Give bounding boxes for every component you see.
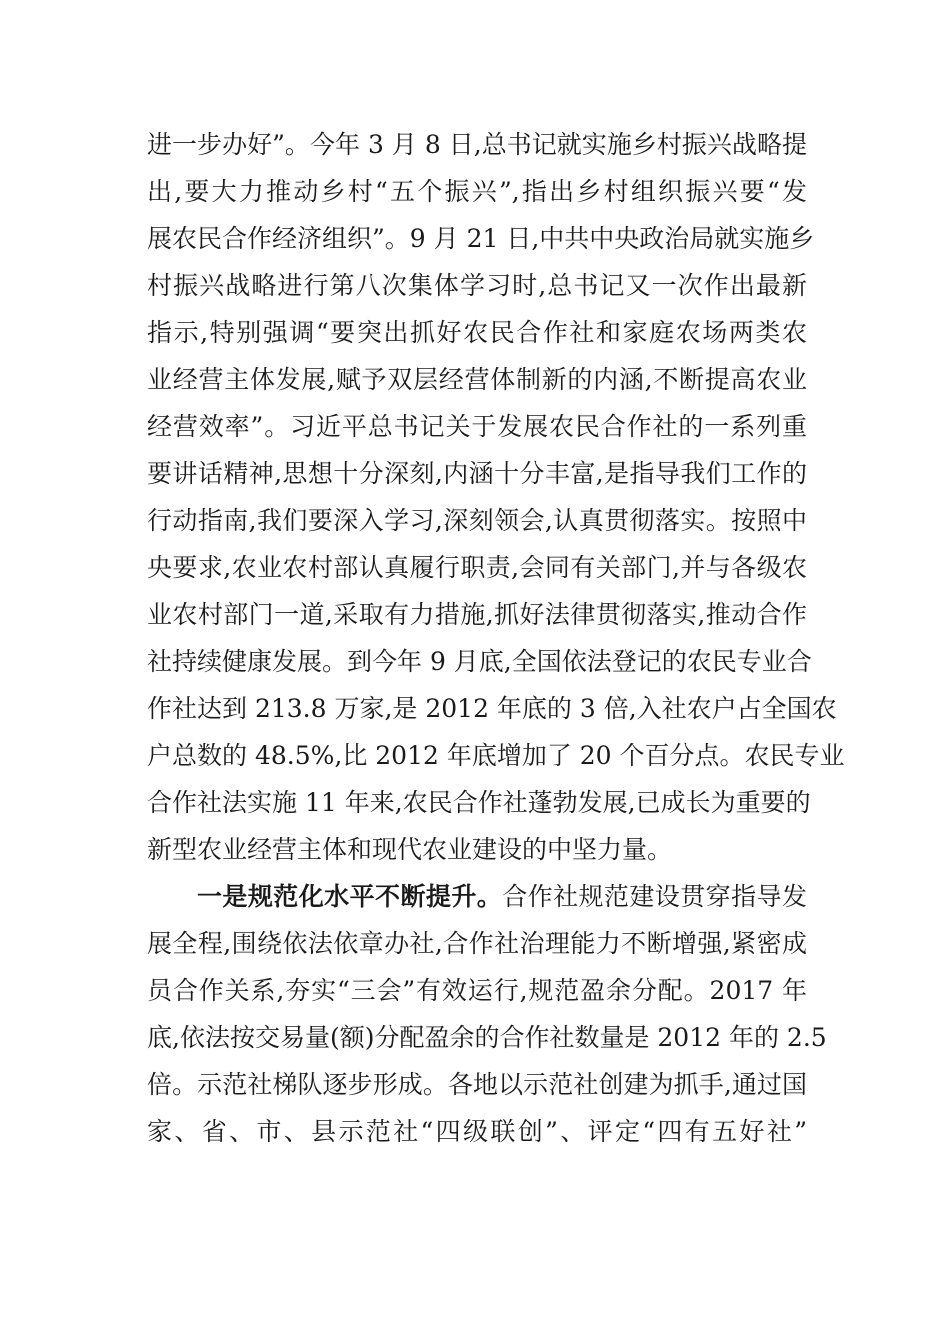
paragraph-line: 行动指南,我们要深入学习,深刻领会,认真贯彻落实。按照中 <box>147 506 807 535</box>
paragraph-line: 要讲话精神,思想十分深刻,内涵十分丰富,是指导我们工作的 <box>147 459 807 488</box>
paragraph-line: 业经营主体发展,赋予双层经营体制新的内涵,不断提高农业 <box>147 365 807 394</box>
paragraph-line: 进一步办好”。今年 3 月 8 日,总书记就实施乡村振兴战略提 <box>147 130 807 159</box>
paragraph-line: 经营效率”。习近平总书记关于发展农民合作社的一系列重 <box>147 412 807 441</box>
paragraph-line: 合作社法实施 11 年来,农民合作社蓬勃发展,已成长为重要的 <box>147 788 811 817</box>
section-heading: 一是规范化水平不断提升。 <box>197 882 503 911</box>
paragraph-line: 出,要大力推动乡村“五个振兴”,指出乡村组织振兴要“发 <box>147 177 807 206</box>
paragraph-line: 作社达到 213.8 万家,是 2012 年底的 3 倍,入社农户占全国农 <box>147 694 837 723</box>
paragraph-text: 合作社规范建设贯穿指导发 <box>502 882 807 911</box>
paragraph-line: 社持续健康发展。到今年 9 月底,全国依法登记的农民专业合 <box>147 647 812 676</box>
paragraph-line: 展农民合作经济组织”。9 月 21 日,中共中央政治局就实施乡 <box>147 224 815 253</box>
paragraph-line: 新型农业经营主体和现代农业建设的中坚力量。 <box>147 835 673 864</box>
paragraph-line: 展全程,围绕依法依章办社,合作社治理能力不断增强,紧密成 <box>147 929 807 958</box>
paragraph-line: 底,依法按交易量(额)分配盈余的合作社数量是 2012 年的 2.5 <box>147 1023 827 1052</box>
document-body <box>147 121 845 1155</box>
paragraph-line: 指示,特别强调“要突出抓好农民合作社和家庭农场两类农 <box>147 318 807 347</box>
paragraph-line: 家、省、市、县示范社“四级联创”、评定“四有五好社” <box>147 1117 807 1146</box>
paragraph-line: 村振兴战略进行第八次集体学习时,总书记又一次作出最新 <box>147 271 807 300</box>
paragraph-line: 户总数的 48.5%,比 2012 年底增加了 20 个百分点。农民专业 <box>147 741 845 770</box>
paragraph-line: 业农村部门一道,采取有力措施,抓好法律贯彻落实,推动合作 <box>147 600 807 629</box>
paragraph-line: 员合作关系,夯实“三会”有效运行,规范盈余分配。2017 年 <box>147 976 807 1005</box>
paragraph-line: 央要求,农业农村部认真履行职责,会同有关部门,并与各级农 <box>147 553 807 582</box>
paragraph-first-line <box>147 873 807 920</box>
paragraph-line: 倍。示范社梯队逐步形成。各地以示范社创建为抓手,通过国 <box>147 1070 807 1099</box>
